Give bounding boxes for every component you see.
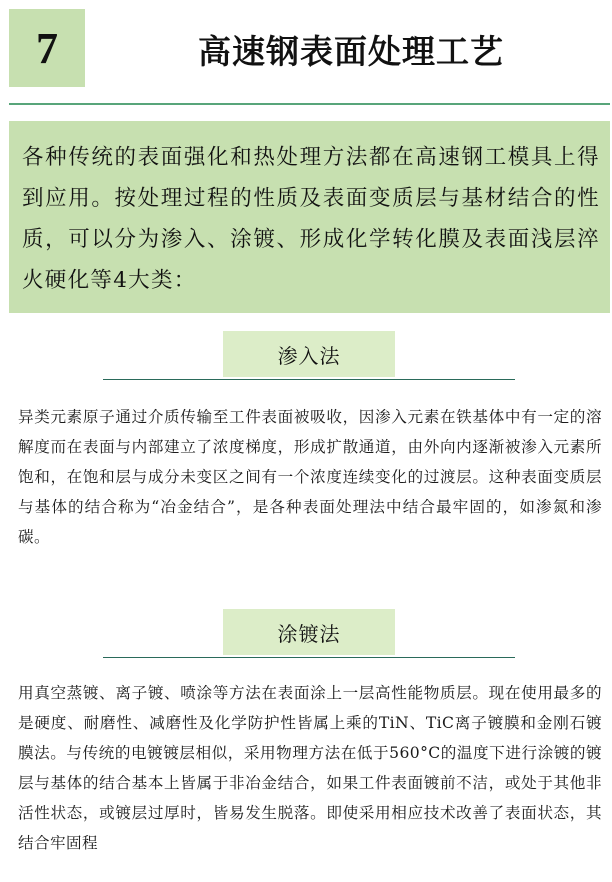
chapter-number: 7 xyxy=(36,23,58,73)
page-title: 高速钢表面处理工艺 xyxy=(198,32,504,71)
section-body-coating: 用真空蒸镀、离子镀、喷涂等方法在表面涂上一层高性能物质层。现在使用最多的是硬度、耐磨性、减磨性及化学防护性皆属上乘的TiN、TiC离子镀膜和金刚石镀膜法。与传统的电镀镀层相似，采用物理方法在低于560°C的温度下进行涂镀的镀层与基体的结合基本上皆属于非冶金结合，如果工件表面镀前不洁，或处于其他非活性状态，或镀层过厚时，皆易发生脱落。即使采用相应技术改善了表面状态，其结合牢固程 xyxy=(18,684,602,852)
section-rule-infiltration xyxy=(103,379,515,380)
section-body-infiltration: 异类元素原子通过介质传输至工件表面被吸收，因渗入元素在铁基体中有一定的溶解度而在表面与内部建立了浓度梯度，形成扩散通道，由外向内逐渐被渗入元素所饱和，在饱和层与成分未变区之间有一个浓度连续变化的过渡层。这种表面变质层与基体的结合称为“冶金结合”，是各种表面处理法中结合最牢固的，如渗氮和渗碳。 xyxy=(18,408,602,546)
section-heading-infiltration: 渗入法 xyxy=(223,331,395,377)
intro-text: 各种传统的表面强化和热处理方法都在高速钢工模具上得到应用。按处理过程的性质及表面变质层与基材结合的性质，可以分为渗入、涂镀、形成化学转化膜及表面浅层淬火硬化等4大类： xyxy=(22,145,600,293)
intro-box xyxy=(9,121,610,313)
section-rule-coating xyxy=(103,657,515,658)
chapter-number-box xyxy=(9,9,85,87)
section-heading-coating: 涂镀法 xyxy=(223,609,395,655)
title-divider xyxy=(9,103,610,105)
